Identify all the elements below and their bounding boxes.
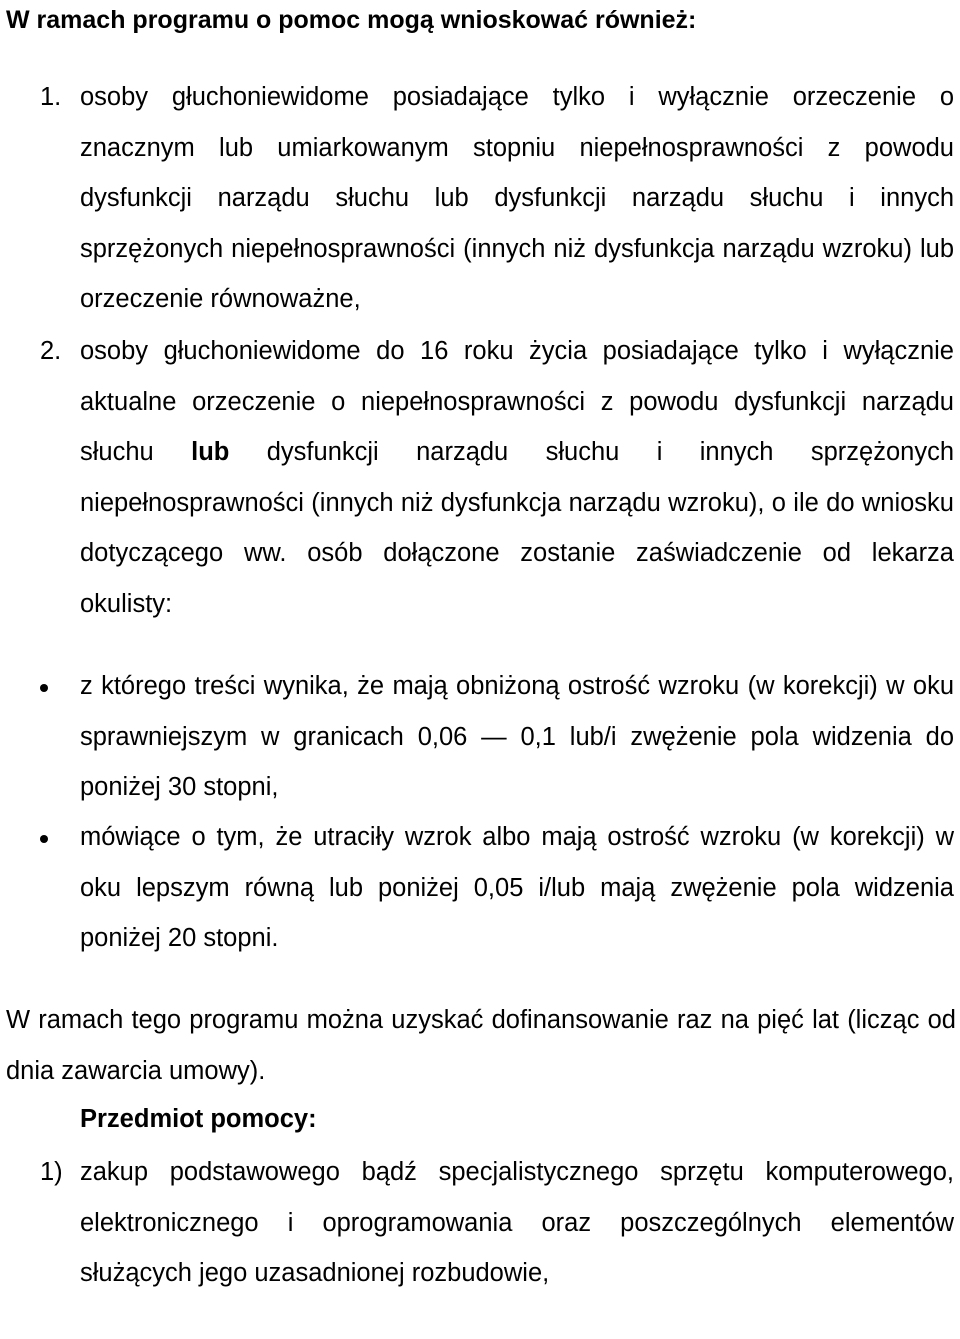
list-item-text: zakup podstawowego bądź specjalistycznego sprzętu komputerowego, elektronicznego i oprogramowania oraz poszczególnych elementów służących jego uzasadnionej rozbudowie, — [80, 1158, 954, 1287]
bullet-icon — [40, 835, 48, 843]
bullet-item-text: mówiące o tym, że utraciły wzrok albo mają ostrość wzroku (w korekcji) w oku lepszym równą lub poniżej 0,05 i/lub mają zwężenie pola widzenia poniżej 20 stopni. — [80, 823, 954, 952]
list-item-text-part: osoby głuchoniewidome do 16 roku życia posiadające tylko i wyłącznie aktualne orzeczenie o niepełnosprawności z powodu dysfunkcji narządu słuchu — [80, 337, 954, 466]
subject-heading: Przedmiot pomocy: — [80, 1105, 317, 1133]
list-item-text-part: dysfunkcji narządu słuchu i innych sprzężonych niepełnosprawności (innych niż dysfunkcja narządu wzroku), o ile do wniosku dotyczącego ww. osób dołączone zostanie zaświadczenie od lekarza okulisty: — [80, 438, 955, 618]
list-number: 1. — [40, 83, 62, 111]
bullet-icon — [40, 684, 48, 692]
list-item-text — [80, 326, 954, 629]
bullet-item-text: z którego treści wynika, że mają obniżoną ostrość wzroku (w korekcji) w oku sprawniejszym w granicach 0,06 — 0,1 lub/i zwężenie pola widzenia do poniżej 30 stopni, — [80, 672, 954, 801]
list-item-text: osoby głuchoniewidome posiadające tylko i wyłącznie orzeczenie o znacznym lub umiarkowanym stopniu niepełnosprawności z powodu dysfunkcji narządu słuchu lub dysfunkcji narządu słuchu i innych sprzężonych niepełnosprawności (innych niż dysfunkcja narządu wzroku) lub orzeczenie równoważne, — [80, 83, 954, 313]
emphasis-word: lub — [191, 438, 230, 466]
list-number: 2. — [40, 337, 62, 365]
list-number: 1) — [40, 1158, 63, 1186]
funding-paragraph: W ramach tego programu można uzyskać dofinansowanie raz na pięć lat (licząc od dnia zawarcia umowy). — [6, 1006, 956, 1085]
section-heading: W ramach programu o pomoc mogą wnioskować również: — [6, 6, 697, 34]
